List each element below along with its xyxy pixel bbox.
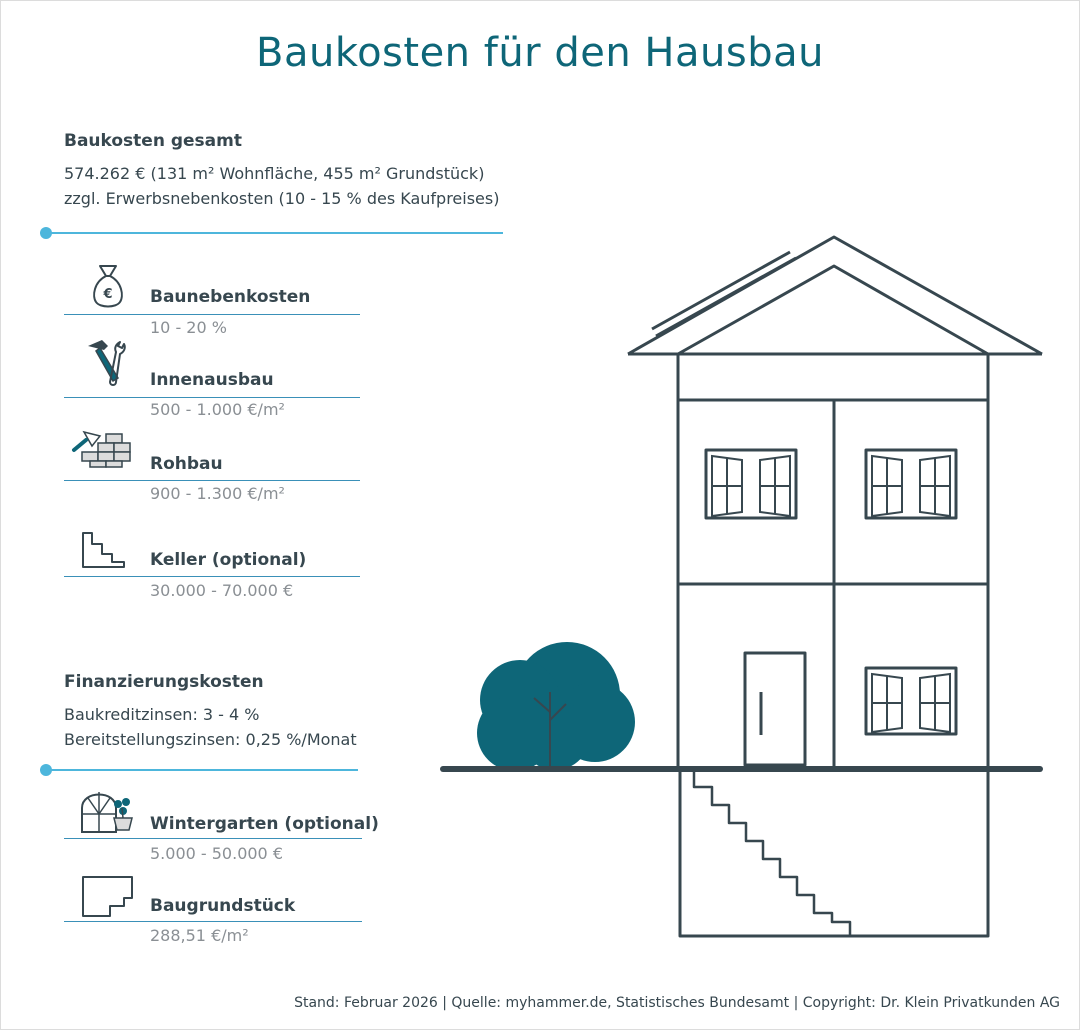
window-upper-left [706,450,796,518]
house-illustration [430,225,1050,945]
finanzierung-zinsen: Baukreditzinsen: 3 - 4 % [64,705,260,724]
window-lower-right [866,668,956,734]
finanzierung-bereitstellung: Bereitstellungszinsen: 0,25 %/Monat [64,730,357,749]
item-value-baunebenkosten: 10 - 20 % [150,318,227,337]
item-underline [64,838,362,839]
item-underline [64,314,360,315]
plot-outline-icon [80,874,136,920]
item-label-innenausbau: Innenausbau [150,370,274,390]
item-label-rohbau: Rohbau [150,454,223,474]
section-divider [46,769,358,771]
roof-outline [628,237,1042,354]
item-underline [64,921,362,922]
finanzierung-heading: Finanzierungskosten [64,672,264,692]
item-label-keller: Keller (optional) [150,550,307,570]
window-upper-right [866,450,956,518]
svg-text:€: € [103,287,113,302]
stairs-icon [80,530,128,570]
money-bag-icon [88,262,128,310]
roof-inner [678,266,988,354]
item-value-innenausbau: 500 - 1.000 €/m² [150,400,285,419]
item-label-baugrundstueck: Baugrundstück [150,896,296,916]
footer-source: Stand: Februar 2026 | Quelle: myhammer.de, Statistisches Bundesamt | Copyright: Dr. Klein Privatkunden AG [294,995,1060,1011]
baukosten-heading: Baukosten gesamt [64,131,242,151]
baukosten-extra: zzgl. Erwerbsnebenkosten (10 - 15 % des Kaufpreises) [64,189,500,208]
wintergarden-window-icon [78,784,136,836]
item-value-keller: 30.000 - 70.000 € [150,581,294,600]
item-underline [64,397,360,398]
bricks-trowel-icon [70,428,136,468]
hammer-wrench-icon [80,338,130,390]
item-underline [64,576,360,577]
item-value-wintergarten: 5.000 - 50.000 € [150,844,283,863]
basement-stairs [694,771,850,936]
page-title: Baukosten für den Hausbau [256,30,824,76]
front-door [745,653,805,765]
bush [477,642,635,771]
item-label-baunebenkosten: Baunebenkosten [150,287,311,307]
item-label-wintergarten: Wintergarten (optional) [150,814,379,834]
item-underline [64,480,360,481]
item-value-baugrundstueck: 288,51 €/m² [150,926,249,945]
baukosten-total: 574.262 € (131 m² Wohnfläche, 455 m² Grundstück) [64,164,485,183]
item-value-rohbau: 900 - 1.300 €/m² [150,484,285,503]
